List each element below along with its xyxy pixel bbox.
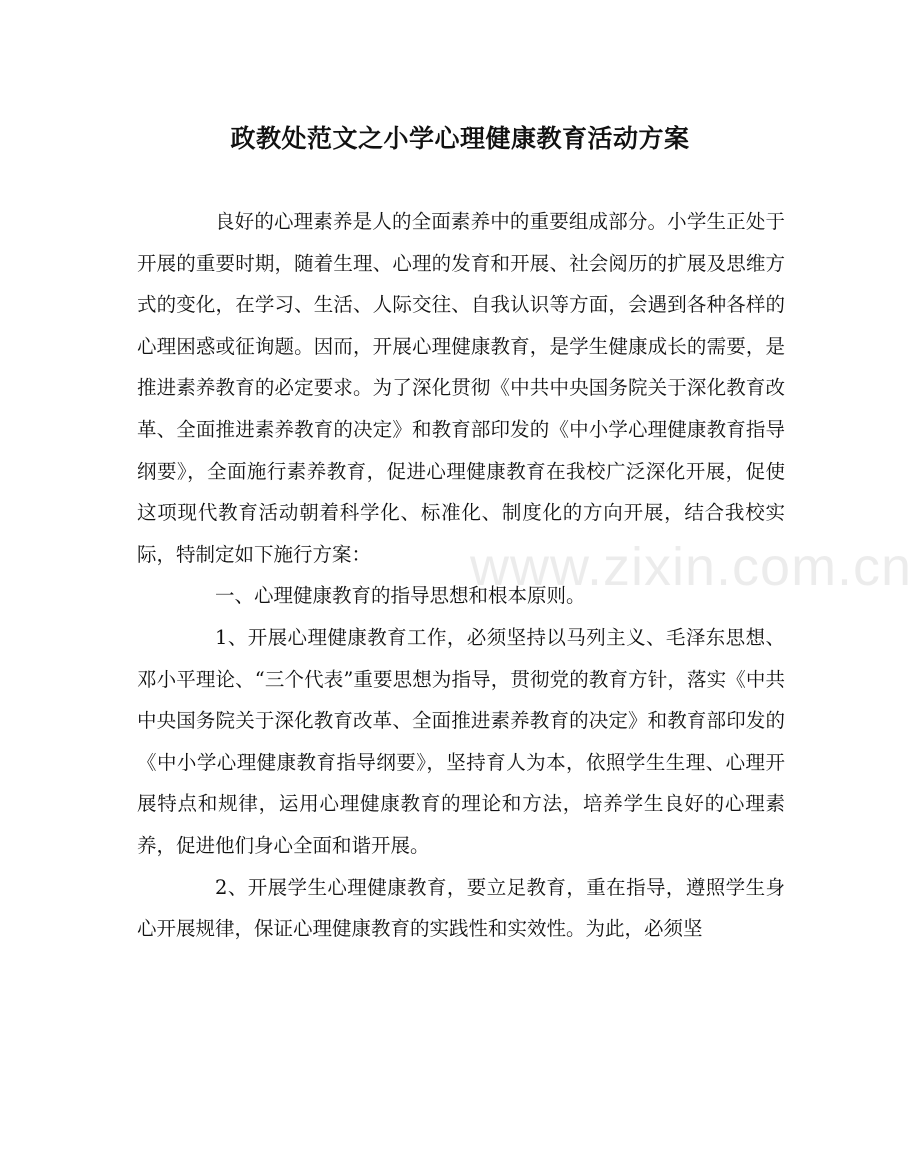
watermark: www.zixin.com.cn [470, 537, 913, 597]
paragraph-section-heading: 一、心理健康教育的指导思想和根本原则。 [215, 584, 586, 608]
paragraph-intro: 良好的心理素养是人的全面素养中的重要组成部分。小学生正处于开展的重要时期，随着生理、心理的发育和开展、社会阅历的扩展及思维方式的变化，在学习、生活、人际交往、自我认识等方面，会遇到各种各样的心理困惑或征询题。因而，开展心理健康教育，是学生健康成长的需要，是推进素养教育的必定要求。为了深化贯彻《中共中央国务院关于深化教育改革、全面推进素养教育的决定》和教育部印发的《中小学心理健康教育指导纲要》，全面施行素养教育，促进心理健康教育在我校广泛深化开展，促使这项现代教育活动朝着科学化、标准化、制度化的方向开展，结合我校实际，特制定如下施行方案： [137, 210, 785, 566]
document-body [137, 201, 785, 950]
paragraph-point-2: 2、开展学生心理健康教育，要立足教育，重在指导，遵照学生身心开展规律，保证心理健康教育的实践性和实效性。为此，必须坚 [137, 875, 785, 941]
document-title: 政教处范文之小学心理健康教育活动方案 [230, 124, 690, 153]
paragraph-point-1: 1、开展心理健康教育工作，必须坚持以马列主义、毛泽东思想、邓小平理论、“三个代表”重要思想为指导，贯彻党的教育方针，落实《中共中央国务院关于深化教育改革、全面推进素养教育的决定》和教育部印发的《中小学心理健康教育指导纲要》，坚持育人为本，依照学生生理、心理开展特点和规律，运用心理健康教育的理论和方法，培养学生良好的心理素养，促进他们身心全面和谐开展。 [137, 625, 785, 857]
